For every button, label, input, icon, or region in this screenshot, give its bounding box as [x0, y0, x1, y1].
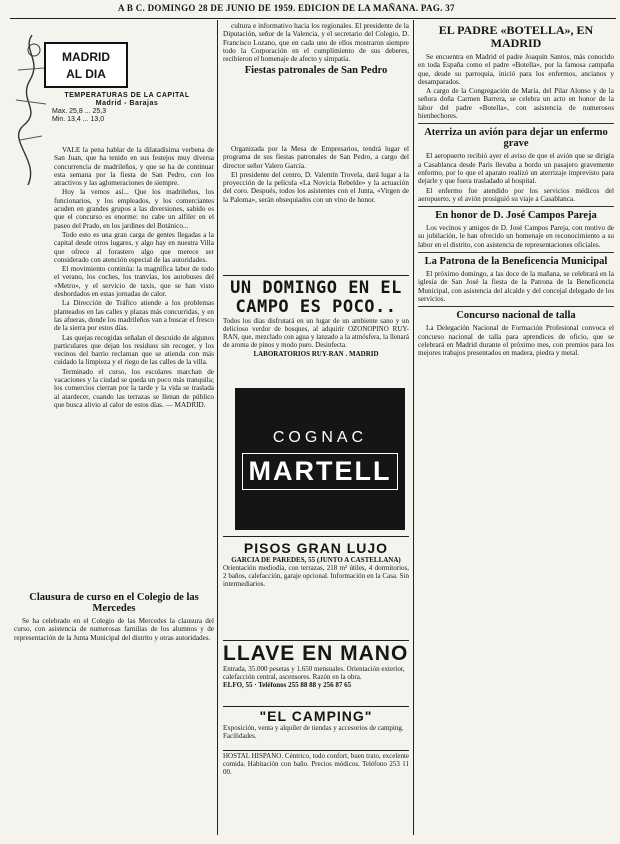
masthead-line2: AL DIA: [66, 67, 106, 81]
article-title-beneficencia: La Patrona de la Beneficencia Municipal: [424, 256, 608, 268]
ad-llave-headline: LLAVE EN MANO: [223, 642, 409, 665]
col2-top: [223, 22, 409, 142]
paragraph: VALE la pena hablar de la dilatadísima verbena de San Juan, que ha tenido en sus festejos muy diversa concurrencia de madrileños, y que se ha de continuar esta semana por la fiesta de San Pedro, con los atractivos y las aglomeraciones de siempre.: [54, 146, 214, 188]
article-title-mercedes: Clausura de curso en el Colegio de las Mercedes: [29, 592, 199, 614]
article-title-san-pedro: Fiestas patronales de San Pedro: [244, 65, 388, 77]
paragraph: Hoy la vemos así... Que los madrileños, los funcionarios, y los empleados, y los comerciantes acuden en grandes grupos a las diversiones, sabido es que el concurso es enorme: no cabe un alfiler en el paseo del Prado, en los jardines del Botánico...: [54, 188, 214, 230]
col1-lower: [14, 590, 214, 830]
ad-domingo-text: Todos los días disfrutará en un lugar de un ambiente sano y un delicioso verdor de bosques, al adquirir OZONOPINO RUY-RAN, que, mezclado con agua y lanzado a la atmósfera, la llenará de aroma de pinos y modo puro. Desinfecta.: [223, 317, 409, 349]
paragraph: Se ha celebrado en el Colegio de las Mercedes la clausura del curso, con asistencia de numerosas familias de los alumnos y de representación de la Junta Municipal del distrito y otras autoridades.: [14, 617, 214, 642]
article-title-talla: Concurso nacional de talla: [456, 310, 576, 322]
col3-body: [418, 22, 614, 834]
ad-camping-text: Exposición, venta y alquiler de tiendas y accesorios de camping. Facilidades.: [223, 724, 404, 740]
madrid-al-dia-masthead: [44, 42, 128, 88]
paragraph: Todo esto es una gran carga de gentes llegadas a la capital desde otros lugares, y algo hay en nuestra Villa que ofrece al forastero algo que merece ser considerado con atención especial de las autoridades.: [54, 230, 214, 264]
ad-pisos-headline: PISOS GRAN LUJO: [243, 540, 389, 556]
ad-pisos-sub: GARCIA DE PAREDES, 55 (JUNTO A CASTELLANA): [231, 556, 401, 564]
separator: [418, 252, 614, 253]
cognac-line1: COGNAC: [272, 428, 368, 446]
paragraph: El enfermo fue atendido por los servicios médicos del aeropuerto, y el avión prosiguió su viaje a Casablanca.: [418, 186, 614, 203]
paragraph: La Dirección de Tráfico atiende a los problemas planteados en las calles y plazas más concurridas, y en las afueras, donde los madrileños van a buscar el fresco de la sierra por estos días.: [54, 299, 214, 333]
ad-domingo-headline: UN DOMINGO EN EL CAMPO ES POCO..: [230, 279, 402, 317]
ad-rule: [223, 275, 409, 276]
paragraph: Los vecinos y amigos de D. José Campos Pareja, con motivo de su jubilación, le han ofrecido un homenaje en reconocimiento a su labor en el distrito, con asistencia de representaciones oficiales.: [418, 224, 614, 249]
ad-domingo-lab: LABORATORIOS RUY-RAN . MADRID: [253, 350, 379, 358]
ad-rule: [223, 640, 409, 641]
col1-body: [54, 146, 214, 586]
column-rule: [413, 20, 414, 835]
paragraph: El movimiento continúa: la magnífica labor de todo el verano, los coches, los tranvías, los autobuses del «Metro», y el servicio de taxis, que se han visto desbordados en estas jornadas de calor.: [54, 265, 214, 299]
ad-pisos-gran-lujo: [223, 540, 409, 638]
ad-llave-sub: ELFO, 55 · Teléfonos 255 88 88 y 256 87 65: [223, 681, 352, 689]
article-title-padre-botella: EL PADRE «BOTELLA», EN MADRID: [438, 23, 594, 50]
temps-sub: Madrid - Barajas: [95, 100, 159, 107]
ad-pisos-text: Orientación mediodía, con terrazas, 218 m² útiles, 4 dormitorios, 2 baños, calefacción, garaje opcional. Información en la Casa. Sin intermediarios.: [223, 564, 409, 588]
paragraph: Terminado el curso, los escolares marchan de vacaciones y la ciudad se queda un poco más tranquila; los comercios cierran por la tarde y la vida se traslada al atardecer, cuando las terrazas se llenan de público que busca alivio al calor de estos días. — MADRID.: [54, 367, 214, 409]
paragraph: cultura e informativo hacia los regionales. El presidente de la Diputación, señor de la Valencia, y el secretario del Colegio, D. Francisco Lozano, que en cada uno de ellos mostraron siempre todo la Corporación en el cumplimiento de sus deberes, recibieron el homenaje de afecto y simpatía.: [223, 22, 409, 64]
temperatures-box: [52, 92, 202, 142]
paragraph: El próximo domingo, a las doce de la mañana, se celebrará en la iglesia de San José la fiesta de la Patrona de la Beneficencia Municipal, con asistencia del alcalde y del concejal delegado de los servicios.: [418, 270, 614, 303]
ad-camping-headline: "EL CAMPING": [259, 708, 373, 724]
page-header: A B C. DOMINGO 28 DE JUNIO DE 1959. EDICION DE LA MAÑANA. PAG. 37: [118, 3, 455, 13]
ad-llave-text: Entrada, 35.000 pesetas y 1.650 mensuales. Orientación exterior, calefacción central, ascensores. Razón en la obra.: [223, 665, 405, 681]
col2-sanpedro: [223, 145, 409, 273]
paragraph: El presidente del centro, D. Valentín Trovela, dará lugar a la proyección de la película «La Novicia Rebelde» y la actuación del coro. Después, todos los asistentes con el Junta, «Virgen de la Paloma», serán obsequiados con un vino de honor.: [223, 170, 409, 204]
paragraph: Organizada por la Mesa de Empresarios, tendrá lugar el programa de sus fiestas patronales de San Pedro, a cargo del director señor Valero García.: [223, 145, 409, 170]
paragraph: Se encuentra en Madrid el padre Joaquín Santos, más conocido en toda España como el padre «Botella», por la famosa campaña que, desde su parroquia, inició para los enfermos, ancianos y desamparados.: [418, 53, 614, 86]
ad-cognac-martell: [235, 388, 405, 530]
header-rule: [10, 18, 616, 19]
paragraph: El aeropuerto recibió ayer el aviso de que el avión que se dirigía a Casablanca desde París llevaba a bordo un pasajero gravemente enfermo, por lo que el aparato realizó un aterrizaje imprevisto para dejarle y que fuera trasladado al hospital.: [418, 152, 614, 186]
cognac-line2: MARTELL: [242, 453, 399, 490]
temps-row: Min. 13,4 ... 13,0: [52, 116, 105, 123]
ad-llave-en-mano: [223, 642, 409, 704]
separator: [418, 206, 614, 207]
article-title-avion: Aterriza un avión para dejar un enfermo grave: [424, 127, 608, 150]
temps-row: Max. 25,8 ... 25,3: [52, 108, 107, 115]
paragraph: La Delegación Nacional de Formación Profesional convoca el concurso nacional de talla para aprendices de oficio, que se celebrará en Madrid durante el próximo mes, con premios para los mejores trabajos presentados en madera, piedra y metal.: [418, 324, 614, 358]
ad-rule: [223, 536, 409, 537]
article-title-campos-pareja: En honor de D. José Campos Pareja: [435, 210, 597, 222]
ad-rule: [223, 706, 409, 707]
ad-un-domingo: [223, 279, 409, 367]
ad-hostal-hispano: HOSTAL HISPANO. Céntrico, todo confort, buen trato, excelente comida. Habitación con baño. Precios módicos. Teléfono 253 11 00.: [223, 752, 409, 776]
column-rule: [217, 20, 218, 835]
masthead-line1: MADRID: [62, 50, 110, 64]
paragraph: A cargo de la Congregación de María, del Pilar Alonso y de la señora doña Carmen Barrera, se celebra un acto en honor de la labor del padre «Botella», con asistencia de numerosos bienhechores.: [418, 87, 614, 121]
ad-rule: [223, 750, 409, 751]
ad-el-camping: [223, 708, 409, 750]
separator: [418, 306, 614, 307]
separator: [418, 123, 614, 124]
temps-title: TEMPERATURAS DE LA CAPITAL: [64, 92, 190, 99]
paragraph: Las quejas recogidas señalan el descuido de algunos particulares que dejan los residuos sin recoger, y los vecinos del barrio reclaman que se atienda con más cuidado la limpieza y el riego de las calles de la villa.: [54, 333, 214, 367]
